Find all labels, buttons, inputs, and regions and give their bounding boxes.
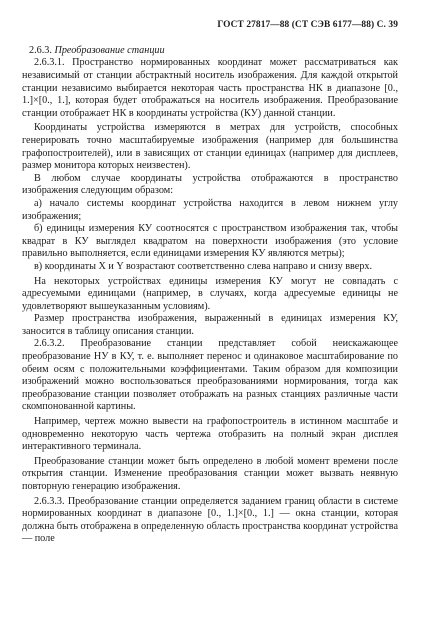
- paragraph-2-6-3-3: 2.6.3.3. Преобразование станции определяется заданием границ области в системе нормированных координат в диапазоне [0., 1.]×[0., 1.] — окна станции, которая должна быть отображена в определенную область пространства координат устройства — поле: [22, 495, 398, 545]
- list-item-v: в) координаты X и Y возрастают соответственно слева направо и снизу вверх.: [34, 260, 373, 272]
- paragraph-2-6-3-2: 2.6.3.2. Преобразование станции представляет собой неискажающее преобразование НУ в КУ, т. е. выполняет перенос и одинаковое масштабирование по обеим осям с положительными коэффициентами. Таким образом для композиции изображений можно воспользоваться преобразованиями нормирования, тогда как преобразование станции позволяет отображать на разных станциях различные части скомпонованной картины.: [22, 338, 398, 413]
- list-item-b: б) единицы измерения КУ соотносятся с пространством изображения так, чтобы квадрат в КУ выглядел квадратом на поверхности изображения (это условие правильно выполняется, если единицами измерения КУ являются метры);: [22, 223, 398, 260]
- body-text: [22, 57, 398, 546]
- list-item-a: а) начало системы координат устройства находится в левом нижнем углу изображения;: [22, 197, 398, 222]
- paragraph-example: Например, чертеж можно вывести на графопостроитель в истинном масштабе и одновременно некоторую часть чертежа отобразить на полный экран дисплея интерактивного терминала.: [22, 416, 398, 453]
- paragraph-redefinition: Преобразование станции может быть определено в любой момент времени после открытия станции. Изменение преобразования станции может вызвать неявную повторную генерацию изображения.: [22, 455, 398, 492]
- paragraph-image-space-size: Размер пространства изображения, выраженный в единицах измерения КУ, заносится в таблицу описания станции.: [22, 313, 398, 337]
- section-number: 2.6.3.: [29, 45, 52, 56]
- paragraph-mapping-intro: В любом случае координаты устройства отображаются в пространство изображения следующим образом:: [22, 172, 398, 197]
- paragraph-addressable-units: На некоторых устройствах единицы измерения КУ могут не совпадать с адресуемыми единицами (например, в случаях, когда адресуемые единицы не удовлетворяют вышеуказанным условиям).: [22, 275, 398, 312]
- document-page: [22, 18, 398, 624]
- paragraph-2-6-3-1: 2.6.3.1. Пространство нормированных координат может рассматриваться как независимый от станции абстрактный носитель изображения. Для каждой открытой станции независимо выбирается некоторая часть пространства НК в диапазоне [0., 1.]×[0., 1.], которая будет отображаться на носитель изображения. Преобразование станции отображает НК в координаты устройства (КУ) данной станции.: [22, 57, 398, 119]
- section-title: Преобразование станции: [54, 45, 165, 56]
- section-heading: [22, 44, 398, 57]
- running-head: ГОСТ 27817—88 (СТ СЭВ 6177—88) С. 39: [217, 20, 398, 30]
- paragraph-device-coordinates: Координаты устройства измеряются в метрах для устройств, способных генерировать точно масштабируемые изображения (например для большинства графопостроителей), или в зависящих от станции единицах (например для дисплеев, размер монитора которых неизвестен).: [22, 122, 398, 172]
